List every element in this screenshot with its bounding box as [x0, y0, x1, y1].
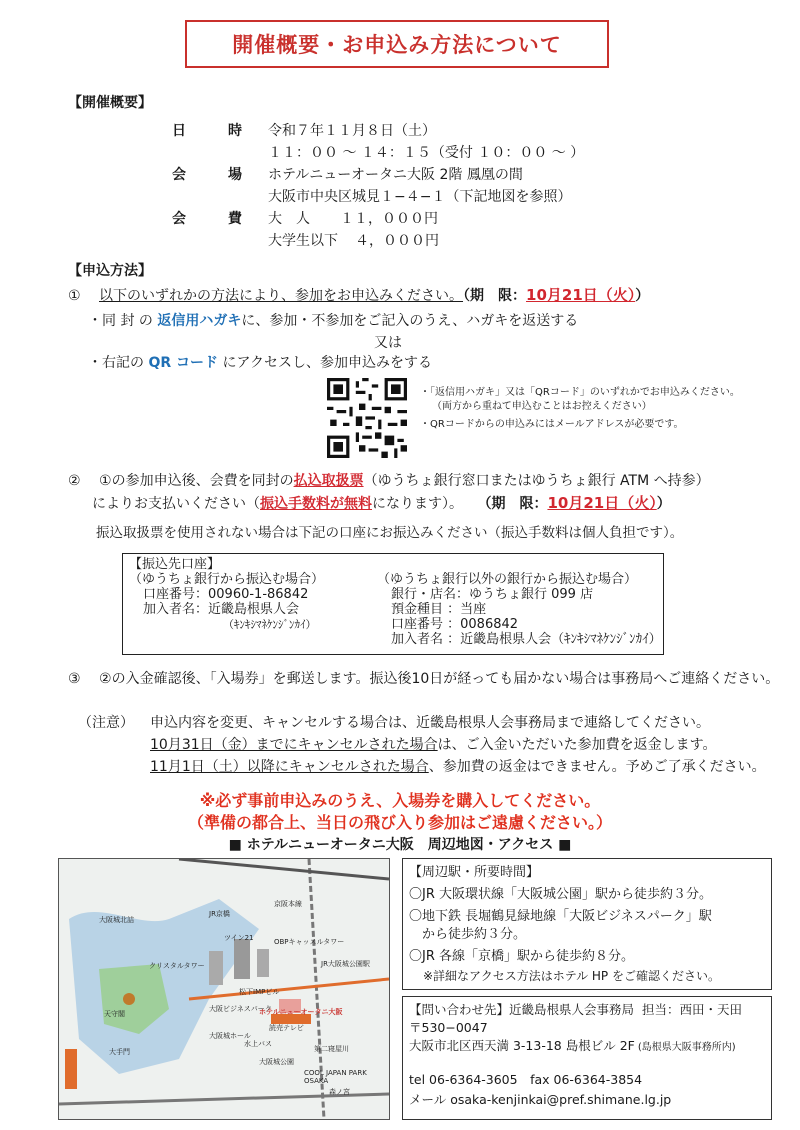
map-label: クリスタルタワー	[149, 962, 205, 970]
qr-highlight: QR コード	[148, 355, 219, 371]
contact-postal: 〒530−0047	[409, 1020, 488, 1035]
contact-tel: tel 06-6364-3605 fax 06-6364-3854	[409, 1072, 643, 1087]
fee-adult-label: 大 人	[268, 211, 310, 227]
contact-org: 近畿島根県人会事務局	[509, 1002, 635, 1017]
access-item-2a: 〇地下鉄 長堀鶴見緑地線「大阪ビジネスパーク」駅	[409, 909, 712, 924]
contact-mail[interactable]: メール osaka-kenjinkai@pref.shimane.lg.jp	[409, 1092, 672, 1107]
time-value: １１：００ 〜 １４：１５（受付 １０：００ 〜 ）	[268, 145, 585, 161]
fee-adult-value: １１，０００円	[340, 211, 438, 227]
step3-number: ③	[68, 671, 81, 687]
qr-code[interactable]	[327, 378, 407, 458]
step2-line1: ② ①の参加申込後、会費を同封の払込取扱票（ゆうちょ銀行窓口またはゆうちょ銀行 ATM へ持参）	[68, 473, 710, 489]
map-label: 森ノ宮	[329, 1088, 350, 1096]
qr-note-1: ・「返信用ハガキ」又は「QRコード」のいずれかでお申込みください。	[420, 387, 740, 398]
map-label: JR京橋	[209, 910, 230, 918]
area-map	[58, 858, 390, 1120]
venue-label: 会 場	[172, 167, 256, 183]
map-label: 読売テレビ	[269, 1024, 304, 1032]
step1-number: ①	[68, 288, 81, 304]
step1-deadline: （期 限：10月21日（火））	[463, 286, 650, 304]
contact-box	[402, 996, 772, 1120]
map-label: OBPキャッスルタワー	[274, 938, 345, 946]
date-label: 日 時	[172, 123, 256, 139]
overview-heading: 【開催概要】	[68, 95, 152, 111]
contact-line-1	[409, 1001, 742, 1019]
access-item-3: 〇JR 各線「京橋」駅から徒歩約８分。	[409, 949, 634, 964]
venue-value: ホテルニューオータニ大阪 2階 鳳凰の間	[268, 167, 523, 183]
fee-label: 会 費	[172, 211, 256, 227]
fee-student-label: 大学生以下	[268, 233, 338, 249]
access-item-1: 〇JR 大阪環状線「大阪城公園」駅から徒歩約３分。	[409, 887, 712, 902]
contact-address-line	[409, 1037, 736, 1057]
contact-address-note: (島根県大阪事務所内)	[637, 1042, 736, 1053]
map-label: JR大阪城公園駅	[321, 960, 370, 968]
alt-payment-note: 振込取扱票を使用されない場合は下記の口座にお振込みください（振込手数料は個人負担です）。	[96, 525, 684, 541]
map-label: 天守閣	[104, 1010, 125, 1018]
qr-code-graphic	[327, 378, 407, 458]
access-item-2b: から徒歩約３分。	[409, 927, 527, 942]
date-value: 令和７年１１月８日（土）	[268, 123, 436, 139]
fee-student-value: ４，０００円	[355, 233, 439, 249]
step1-text: 以下のいずれかの方法により、参加をお申込みください。	[99, 288, 464, 304]
postcard-highlight: 返信用ハガキ	[157, 313, 242, 329]
qr-note-2: （両方から重ねて申込むことはお控えください）	[432, 401, 652, 412]
map-label: 水上バス	[244, 1040, 272, 1048]
notes-label: （注意）	[78, 715, 134, 731]
map-label: 大阪ビジネスパーク	[209, 1005, 272, 1013]
contact-heading: 【問い合わせ先】	[409, 1002, 510, 1017]
map-label: COOL JAPAN PARK OSAKA	[304, 1069, 367, 1085]
access-heading: 【周辺駅・所要時間】	[409, 865, 540, 880]
step1	[68, 284, 649, 307]
yucho-title: （ゆうちょ銀行から振込む場合）	[129, 572, 325, 587]
application-heading: 【申込方法】	[68, 263, 152, 279]
other-holder: 加入者名 ：近畿島根県人会（ｷﾝｷｼﾏﾈｹﾝｼﾞﾝｶｲ）	[391, 632, 662, 647]
yucho-account: 口座番号：00960-1-86842	[143, 587, 309, 602]
other-account: 口座番号 ：0086842	[391, 617, 519, 632]
step3: ③ ②の入金確認後、「入場券」を郵送します。振込後10日が経っても届かない場合は事務局へご連絡ください。	[68, 671, 780, 687]
bank-heading: 【振込先口座】	[129, 557, 221, 572]
map-label: 大阪城北詰	[99, 916, 134, 924]
venue-address: 大阪市中央区城見１−４−１（下記地図を参照）	[268, 189, 572, 205]
map-label: 松下IMPビル	[239, 988, 280, 996]
option-qr: ・右記の QR コード にアクセスし、参加申込みをする	[88, 355, 433, 371]
contact-staff: 担当：西田・天田	[642, 1002, 743, 1017]
map-labels	[59, 859, 389, 1119]
map-label: 大阪城ホール	[209, 1032, 251, 1040]
warning-line-1: ※必ず事前申込みのうえ、入場券を購入してください。	[199, 791, 601, 810]
other-branch: 銀行・店名：ゆうちょ銀行 099 店	[391, 587, 594, 602]
other-title: （ゆうちょ銀行以外の銀行から振込む場合）	[377, 572, 638, 587]
qr-note-3: ・QRコードからの申込みにはメールアドレスが必要です。	[420, 419, 684, 430]
map-section-heading: ■ ホテルニューオータニ大阪 周辺地図・アクセス ■	[228, 837, 572, 853]
free-fee-highlight: 振込手数料が無料	[260, 496, 372, 512]
yucho-holder-kana: （ｷﾝｷｼﾏﾈｹﾝｼﾞﾝｶｲ）	[223, 618, 317, 631]
access-note: ※詳細なアクセス方法はホテル HP をご確認ください。	[423, 969, 720, 983]
step2-line2: によりお支払いください（振込手数料が無料になります）。 （期 限：10月21日（火））	[92, 494, 671, 512]
step2-number: ②	[68, 473, 81, 489]
map-label: 大阪城公園	[259, 1058, 294, 1066]
contact-address: 大阪市北区西天満 3-13-18 島根ビル 2F	[409, 1038, 635, 1053]
yucho-holder: 加入者名：近畿島根県人会	[143, 602, 300, 617]
step2-deadline: （期 限：10月21日（火））	[477, 494, 671, 512]
map-label-hotel: ホテルニューオータニ大阪	[259, 1008, 343, 1016]
notes-line-3: 11月1日（土）以降にキャンセルされた場合、参加費の返金はできません。予めご了承ください。	[150, 759, 766, 775]
map-label: 大手門	[109, 1048, 130, 1056]
map-label: 第二寝屋川	[314, 1045, 349, 1053]
transfer-slip-highlight: 払込取扱票	[293, 473, 364, 489]
map-label: ツイン21	[224, 934, 254, 942]
title-box	[185, 20, 609, 68]
access-box	[402, 858, 772, 990]
page-title: 開催概要・お申込み方法について	[232, 33, 562, 57]
notes-line-1: 申込内容を変更、キャンセルする場合は、近畿島根県人会事務局まで連絡してください。	[150, 715, 710, 731]
notes-line-2: 10月31日（金）までにキャンセルされた場合は、ご入金いただいた参加費を返金します。	[150, 737, 717, 753]
option-postcard: ・同 封 の 返信用ハガキに、参加・不参加をご記入のうえ、ハガキを返送する	[88, 313, 579, 329]
or-text: 又は	[374, 335, 402, 351]
map-label: 京阪本線	[274, 900, 302, 908]
bank-account-box	[122, 553, 664, 655]
warning-line-2: （準備の都合上、当日の飛び入り参加はご遠慮ください。）	[187, 813, 612, 832]
other-type: 預金種目 ：当座	[391, 602, 487, 617]
